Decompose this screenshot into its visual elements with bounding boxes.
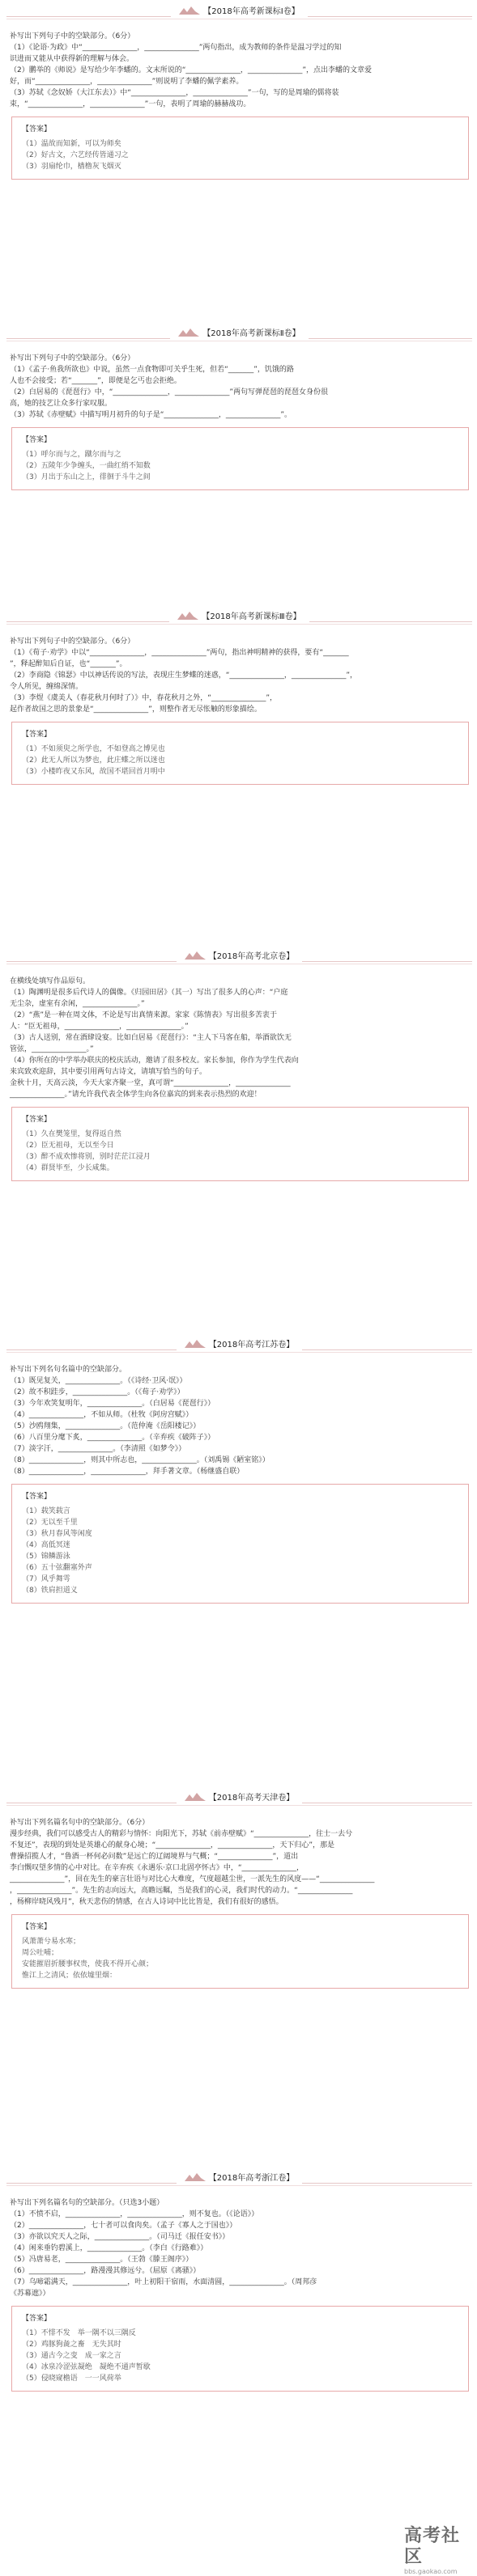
answer-line: （4）冰泉冷涩弦凝绝 凝绝不通声暂歇 (22, 2363, 151, 2371)
answer-title: 【答案】 (22, 1116, 52, 1124)
answer-line: （6）五十弦翻塞外声 (22, 1564, 92, 1572)
answer-line: （3）羽扇纶巾，樯橹灰飞烟灭 (22, 163, 121, 171)
question-line: （3）古人送别，常在酒肆设宴。比如白居易《琵琶行》：“主人下马客在船，举酒欲饮无 (10, 1034, 292, 1042)
answer-title: 【答案】 (22, 436, 52, 444)
answer-line: 周公吐哺； (22, 1949, 59, 1957)
exam-section (6, 324, 472, 490)
question-line: 金秋十月，天高云淡，今天大家齐聚一堂，真可谓“_______________，_______________ (10, 1079, 291, 1087)
question-line: （3）苏轼《念奴娇（大江东去）》中“_______________，_______________”一句，写的是周瑜的儒将装 (10, 89, 339, 97)
section-title (177, 1788, 302, 1804)
answer-line: （1）温故而知新，可以为师矣 (22, 140, 121, 148)
question-line: （3）今年欢笑复明年，_______________。（白居易《琵琶行》） (10, 1400, 215, 1408)
section-title (170, 324, 308, 340)
mountain-icon (185, 2173, 206, 2181)
answer-box (11, 722, 469, 785)
question-line: 补写出下列句子中的空缺部分。（6分） (10, 32, 135, 40)
question-line: （7）乌啼霜满天，_______________，叶上初阳干宿雨，水面清圆，_______________。（周邦彦 (10, 2278, 317, 2286)
header-divider (6, 1805, 472, 1806)
question-line: （1）不愤不启，_______________，_______________，则不复也。（《论语》） (10, 2210, 259, 2218)
answer-box (11, 2306, 469, 2392)
exam-section (6, 2168, 472, 2392)
answer-title: 【答案】 (22, 731, 52, 739)
question-line: 补写出下列名篇名句的空缺部分。（只选3小题） (10, 2199, 164, 2207)
question-line: （8）_______________，则其中所志也，_______________。（刘禹锡《陋室铭》） (10, 1456, 270, 1464)
question-line: （2）_______________，七十者可以食肉矣。（孟子《寡人之于国也》） (10, 2222, 237, 2230)
mountain-icon (185, 1793, 206, 1801)
answer-title: 【答案】 (22, 125, 52, 133)
mountain-icon (179, 6, 200, 15)
watermark-text: 高考社区 (404, 2526, 461, 2567)
section-title (177, 2168, 302, 2184)
section-header (6, 2168, 472, 2197)
question-line: 人也不会接受；若“_______”，即便是乞丐也会拒绝。 (10, 377, 181, 385)
mountain-icon (185, 951, 206, 960)
question-line: 高，她的技艺让众多行家叹服。 (10, 400, 113, 408)
question-line: （4）你所在的中学举办联庆的校庆活动，邀请了很多校友。家长参加，你作为学生代表向 (10, 1057, 299, 1065)
section-header (6, 1335, 472, 1364)
answer-line: （2）臣无祖母，无以至今日 (22, 1142, 114, 1150)
section-title-text: 【2018年高考浙江卷】 (208, 2174, 295, 2183)
question-line: 补写出下列名篇名句中的空缺部分。（6分） (10, 1819, 150, 1827)
question-line: （1）《荀子·劝学》中以“_______________，_______________”两句，指出神明精神的获得，要有“_______ (10, 649, 349, 657)
exam-section (6, 1335, 472, 1604)
answer-title: 【答案】 (22, 2315, 52, 2323)
question-line: 识进而又能从中获得新的理解与体会。 (10, 55, 134, 63)
mountain-icon (178, 328, 199, 337)
section-header (6, 2, 472, 31)
answer-line: 惟江上之清风；依依墟里烟： (22, 1972, 117, 1980)
question-line: （2）李商隐《锦瑟》中以神话传说的写法，表现庄生梦蝶的迷惑，“_______________，_______________”， (10, 672, 358, 680)
section-title-text: 【2018年高考新课标Ⅰ卷】 (203, 7, 300, 16)
answer-box (11, 117, 469, 180)
question-line: （1）《孟子·鱼我所欲也》中说，虽然一点食物即可关乎生死，但若“_______”，饥饿的路 (10, 366, 294, 374)
answer-box (11, 1914, 469, 1989)
answer-line: （2）好古文，六艺经传皆通习之 (22, 151, 129, 159)
section-title (169, 607, 309, 623)
exam-section (6, 947, 472, 1181)
header-divider (6, 1352, 472, 1353)
question-line: （8）_______________，_______________，拜手著文章。（杨继盛自联） (10, 1468, 245, 1476)
question-line: 在横线处填写作品原句。 (10, 977, 91, 985)
watermark-logo (404, 2526, 471, 2575)
answer-line: （2）无以至千里 (22, 1519, 78, 1527)
question-line: ，杨柳岸晓风残月”，秋天悲伤的情感，在古人诗词中比比皆是，我们有很好的感悟。 (10, 1898, 283, 1906)
answer-line: （1）不如须臾之所学也，不如登高之博见也 (22, 745, 165, 753)
question-line: （3）亦欲以究天人之际，_______________。（司马迁《报任安书》） (10, 2233, 230, 2241)
answer-line: 风萧萧兮易水寒； (22, 1938, 81, 1946)
question-line: （3）李煜《虞美人（春花秋月何时了）》中，春花秋月之外，“_______________”， (10, 694, 278, 702)
answer-line: （7）风乎舞雩 (22, 1575, 70, 1583)
question-line: 漫步经典，我们可以感受古人的精彩与情怀：向阳光下，苏轼《前赤壁赋》“_______________，往士一去兮 (10, 1830, 353, 1838)
question-line: ，_______________”。先生的志向远大，高瞻远瞩，当是我们的心灵，我们时代的动力。“_______________ (10, 1887, 353, 1895)
exam-section (6, 2, 472, 180)
section-title-text: 【2018年高考新课标Ⅲ卷】 (202, 612, 301, 621)
section-header (6, 324, 472, 353)
question-line: 无尘杂，虚室有余闲，_______________。” (10, 1000, 145, 1008)
answer-line: （2）五陵年少争缠头，一曲红绡不知数 (22, 462, 151, 470)
question-line: （4）闲来垂钓碧溪上，_______________。（李白《行路难》） (10, 2244, 208, 2252)
answer-line: （3）通古今之变 成一家之言 (22, 2352, 121, 2360)
section-title (171, 2, 307, 18)
question-line: 管弦，_______________。” (10, 1045, 94, 1053)
section-header (6, 947, 472, 976)
answer-line: （3）醉不成欢惨将别，别时茫茫江浸月 (22, 1153, 151, 1161)
question-line: 起作者故国之思的景象是“_______________”，则整作者无尽怅触的形象描绘。 (10, 705, 262, 714)
answer-line: （1）载笑载言 (22, 1507, 70, 1515)
question-line: （5）沙鸥翔集，_______________。（范仲淹《岳阳楼记》） (10, 1422, 201, 1430)
answer-line: （3）月出于东山之上，徘徊于斗牛之间 (22, 473, 151, 481)
answer-line: （1）呼尔而与之，蹴尔而与之 (22, 451, 121, 459)
question-line: （5）冯唐易老，_______________。（王勃《滕王阁序》） (10, 2256, 194, 2264)
header-divider (6, 2185, 472, 2186)
answer-title: 【答案】 (22, 1923, 52, 1931)
answer-line: （4）群贤毕至，少长咸集。 (22, 1164, 114, 1172)
question-line: （6）_______________，路漫漫其修远兮。（屈原《离骚》） (10, 2267, 201, 2275)
answer-line: （1）久在樊笼里，复得返自然 (22, 1130, 121, 1138)
answer-line: （5）锦鳞游泳 (22, 1553, 70, 1561)
section-title (177, 1335, 302, 1351)
answer-box (11, 1107, 469, 1181)
header-divider (6, 624, 472, 625)
question-line: _______________”，回在先生的豪言壮语与对比心大难度，气度超越尘世，一派先生的风度——“_______________ (10, 1875, 375, 1883)
answer-line: （3）秋月春风等闲度 (22, 1530, 92, 1538)
question-line: 束，“_______________，_______________”一句，表明了周瑜的赫赫战功。 (10, 100, 251, 108)
answer-line: （8）铁肩担道义 (22, 1587, 78, 1595)
question-line: 令人所见，缠绵深情。 (10, 683, 83, 691)
answer-line: （5）侵晓窥檐语 一一风荷举 (22, 2375, 121, 2383)
answer-line: （2）此无人所以为梦也，此庄蝶之所以迷也 (22, 756, 165, 765)
question-line: （2）故不积跬步，_______________。（《荀子·劝学》） (10, 1388, 185, 1396)
answer-title: 【答案】 (22, 1493, 52, 1501)
question-line: 补写出下列名句名篇中的空缺部分。 (10, 1366, 127, 1374)
question-line: （1）既见复关，_______________。（《诗经·卫风·氓》） (10, 1377, 187, 1385)
question-line: 补写出下列句子中的空缺部分。（6分） (10, 354, 135, 362)
section-title-text: 【2018年高考北京卷】 (208, 952, 295, 961)
exam-section (6, 607, 472, 785)
question-line: 《苏幕遮》） (10, 2290, 50, 2298)
section-title (177, 947, 302, 963)
answer-box (11, 427, 469, 490)
question-line: （2）鹏举的《师说》是写给少年李蟠的。文末所说的“_______________，_______________”，点出李蟠的文章爱 (10, 66, 373, 74)
question-line: 不复还”，表现的到处是英雄心的献身心境；“_______________，_______________，天下归心”，那是 (10, 1841, 334, 1849)
section-title-text: 【2018年高考天津卷】 (208, 1794, 295, 1803)
answer-line: （2）鸡豚狗彘之畜 无失其时 (22, 2341, 121, 2349)
watermark-url: bbs.gaokao.com (404, 2568, 458, 2575)
question-line: 人：“臣无祖母，_______________，_______________。” (10, 1023, 189, 1031)
question-line: （6）八百里分麾下炙，_______________。（辛弃疾《破阵子》） (10, 1434, 215, 1442)
answer-line: （1）不悱不发 举一隅不以三隅反 (22, 2329, 136, 2337)
mountain-icon (177, 612, 198, 620)
answer-line: （3）小楼昨夜又东风，故国不堪回首月明中 (22, 768, 165, 776)
question-line: （1）《论语·为政》中“_______________，_______________”两句指出，成为教师的条件是温习学过的知 (10, 44, 342, 52)
section-header (6, 607, 472, 636)
question-line: 曹操招揽人才，“鲁酒一杯何必问数”是远亡的辽阔境界与气概；“_______________”，道出 (10, 1853, 299, 1861)
question-line: （2）“燕”是一种在周文体，不论是写出真情来源。家家《陈情表》写出很多苦衷于 (10, 1011, 278, 1019)
question-line: （2）白居易的《琵琶行》中，“_______________，_______________”两句写弹琵琶的琵琶女身份很 (10, 388, 329, 396)
question-line: _______________。”请允许我代表全体学生向各位嘉宾的到来表示热烈的欢迎！ (10, 1091, 262, 1099)
answer-line: 安能摧眉折腰事权贵，使我不得开心颜； (22, 1960, 154, 1968)
question-line: ”，释起醉知后自证，也“_______”。 (10, 660, 127, 668)
mountain-icon (185, 1340, 206, 1348)
question-line: （3）苏轼《赤壁赋》中描写明月初升的句子是“_______________，_______________”。 (10, 411, 292, 419)
question-line: 补写出下列句子中的空缺部分。（6分） (10, 638, 135, 646)
section-header (6, 1788, 472, 1817)
question-line: 来宾致欢迎辞，其中要引用两句古诗文，请填写恰当的句子。 (10, 1068, 207, 1076)
question-line: 好，而“_______________，_______________”则说明了李蟠的佩学素养。 (10, 78, 244, 86)
question-line: （1）陶渊明是很多后代诗人的偶像。《归园田居》（其一）写出了很多人的心声：“户庭 (10, 989, 288, 997)
answer-box (11, 1484, 469, 1604)
exam-section (6, 1788, 472, 1989)
question-line: （4）_______________，不如从师。（杜牧《阿房宫赋》） (10, 1411, 194, 1419)
answer-line: （4）高低冥迷 (22, 1541, 70, 1549)
section-title-text: 【2018年高考江苏卷】 (208, 1341, 295, 1349)
section-title-text: 【2018年高考新课标Ⅱ卷】 (202, 329, 300, 338)
question-line: （7）淡字汗，_______________。（李清照《如梦令》） (10, 1445, 186, 1453)
question-line: 李白慨叹望多情的心中对比。在辛弃疾《永遇乐·京口北固亭怀古》中，“_______________， (10, 1864, 305, 1872)
